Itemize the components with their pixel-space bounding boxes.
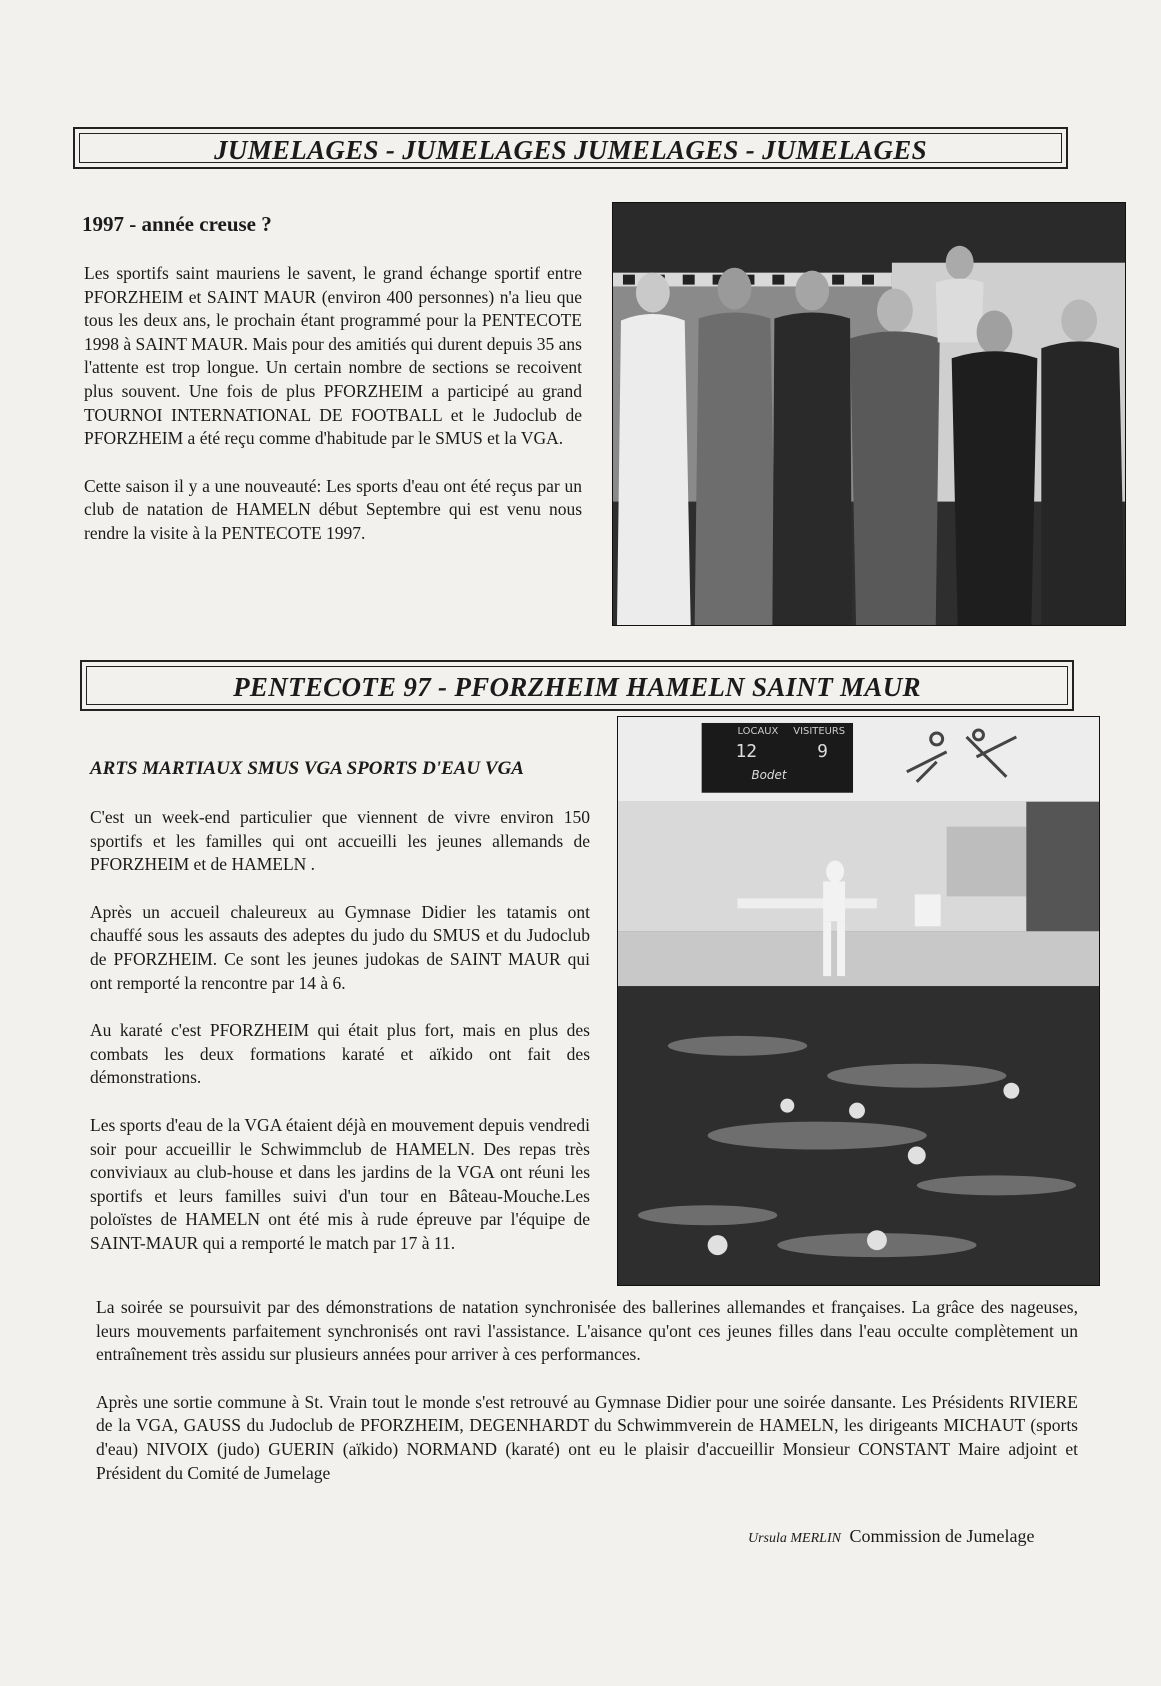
paragraph: Après une sortie commune à St. Vrain tout le monde s'est retrouvé au Gymnase Didier pour une soirée dansante. Les Présidents RIVIERE de la VGA, GAUSS du Judoclub de PFORZHEIM, DEGENHARDT du Schwimmverein de HAMELN, les dirigeants MICHAUT (sports d'eau) NIVOIX (judo) GUERIN (aïkido) NORMAND (karaté) ont eu le plaisir d'accueillir Monsieur CONSTANT Maire adjoint et Président du Comité de Jumelage bbox=[96, 1391, 1078, 1483]
paragraph: Au karaté c'est PFORZHEIM qui était plus fort, mais en plus des combats les deux formations karaté et aïkido ont fait des démonstrations. bbox=[90, 1020, 590, 1088]
paragraph: Cette saison il y a une nouveauté: Les sports d'eau ont été reçus par un club de natation de HAMELN début Septembre qui est venu nous rendre la visite à la PENTECOTE 1997. bbox=[84, 475, 582, 543]
scoreboard-away-score: 9 bbox=[817, 740, 828, 762]
section1-text bbox=[84, 262, 582, 570]
signature-name: Ursula MERLIN bbox=[748, 1531, 841, 1546]
subtitle-arts-martiaux: ARTS MARTIAUX SMUS VGA SPORTS D'EAU VGA bbox=[90, 758, 524, 779]
section2-text bbox=[90, 806, 590, 1280]
section-banner-jumelages bbox=[73, 127, 1068, 169]
signature-role: Commission de Jumelage bbox=[849, 1526, 1035, 1546]
scoreboard-home-score: 12 bbox=[735, 740, 758, 762]
officials-group-photo bbox=[612, 202, 1126, 626]
paragraph: Les sportifs saint mauriens le savent, le grand échange sportif entre PFORZHEIM et SAINT MAUR (environ 400 personnes) n'a lieu que tous les deux ans, le prochain étant programmé pour la PENTECOTE 1998 à SAINT MAUR. Mais pour des amitiés qui durent depuis 35 ans l'attente est trop longue. Un certain nombre de sections se recoivent plus souvent. Une fois de plus PFORZHEIM a participé au grand TOURNOI INTERNATIONAL DE FOOTBALL et le Judoclub de PFORZHEIM a été reçu comme d'habitude par le SMUS et la VGA. bbox=[84, 263, 582, 449]
paragraph: C'est un week-end particulier que viennent de vivre environ 150 sportifs et les familles qui ont accueilli les jeunes allemands de PFORZHEIM et de HAMELN . bbox=[90, 807, 590, 875]
pool-photo bbox=[617, 716, 1100, 1286]
section2-text-full bbox=[96, 1296, 1078, 1509]
scoreboard-home-label: LOCAUX bbox=[737, 725, 779, 737]
paragraph: La soirée se poursuivit par des démonstrations de natation synchronisée des ballerines allemandes et françaises. La grâce des nageuses, leurs mouvements parfaitement synchronisés ont ravi l'assistance. L'aisance qu'ont ces jeunes filles dans l'eau occulte complètement un entraînement très assidu sur plusieurs années pour arriver à ces performances. bbox=[96, 1297, 1078, 1365]
scoreboard-brand: Bodet bbox=[751, 767, 787, 782]
banner-title: PENTECOTE 97 - PFORZHEIM HAMELN SAINT MAUR bbox=[233, 672, 921, 702]
paragraph: Les sports d'eau de la VGA étaient déjà en mouvement depuis vendredi soir pour accueillir le Schwimmclub de HAMELN. Des repas très conviviaux au club-house et dans les jardins de la VGA ont réuni les sportifs et leurs familles suivi d'un tour en Bâteau-Mouche.Les poloïstes de HAMELN ont été mis à rude épreuve par l'équipe de SAINT-MAUR qui a remporté le match par 17 à 11. bbox=[90, 1114, 590, 1253]
signature bbox=[748, 1526, 1034, 1547]
banner-title: JUMELAGES - JUMELAGES JUMELAGES - JUMELAGES bbox=[214, 135, 927, 165]
scoreboard-away-label: VISITEURS bbox=[793, 725, 846, 737]
paragraph: Après un accueil chaleureux au Gymnase Didier les tatamis ont chauffé sous les assauts des adeptes du judo du SMUS et du Judoclub de PFORZHEIM. Ce sont les jeunes judokas de SAINT MAUR qui ont remporté la rencontre par 14 à 6. bbox=[90, 901, 590, 993]
subtitle-annee-creuse: 1997 - année creuse ? bbox=[82, 212, 272, 236]
section-banner-pentecote bbox=[80, 660, 1074, 711]
